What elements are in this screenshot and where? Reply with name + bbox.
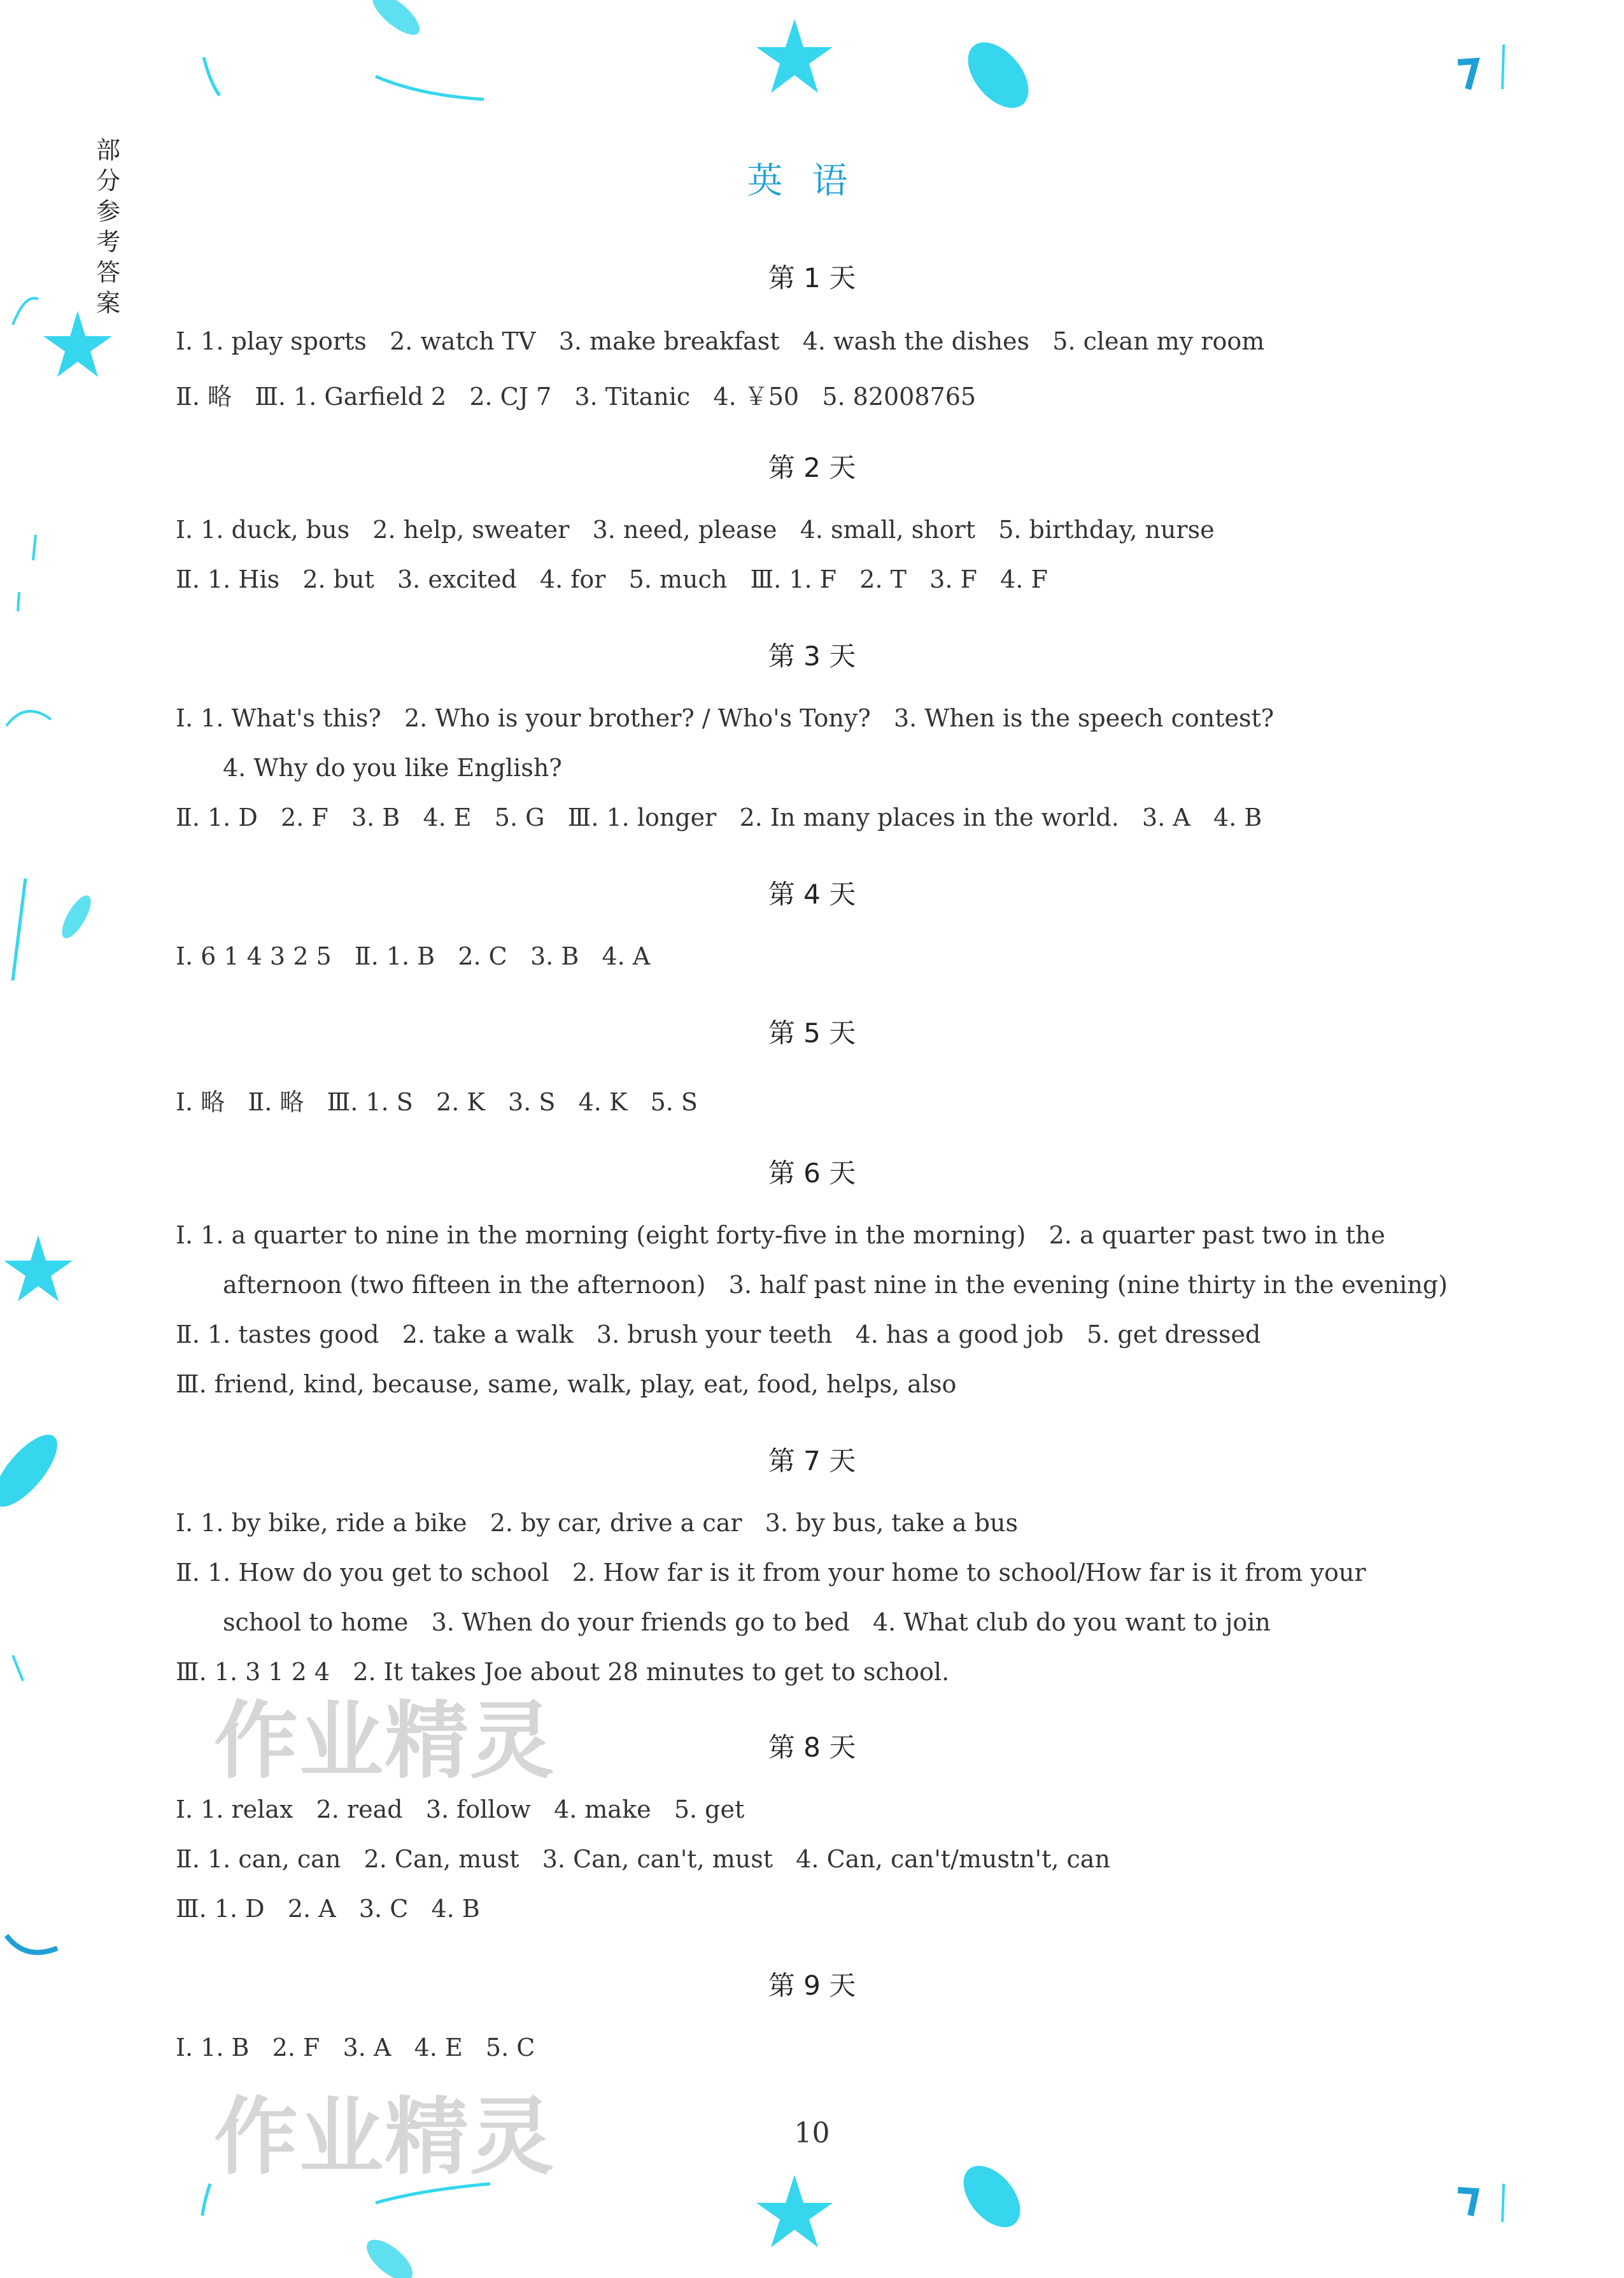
answer-line: Ⅱ. 1. tastes good 2. take a walk 3. brush your teeth 4. has a good job 5. get dressed [176, 1320, 1261, 1348]
leaf-icon [952, 2158, 1031, 2238]
answer-line: Ⅲ. 1. 3 1 2 4 2. It takes Joe about 28 minutes to get to school. [176, 1658, 950, 1686]
star-icon [43, 311, 112, 377]
day-heading: 第 6 天 [768, 1157, 856, 1189]
answer-line: Ⅰ. 1. What's this? 2. Who is your brother? / Who's Tony? 3. When is the speech contest? [176, 704, 1274, 732]
day-heading: 第 5 天 [768, 1017, 856, 1049]
answer-line: Ⅲ. 1. D 2. A 3. C 4. B [176, 1895, 480, 1923]
leaf-icon [956, 31, 1040, 119]
leaf-icon [360, 2232, 419, 2278]
answer-line: Ⅰ. 1. duck, bus 2. help, sweater 3. need, please 4. small, short 5. birthday, nurse [176, 516, 1215, 544]
answer-line: Ⅱ. 1. How do you get to school 2. How far is it from your home to school/How far is it from your [176, 1559, 1366, 1587]
answer-line: Ⅰ. 6 1 4 3 2 5 Ⅱ. 1. B 2. C 3. B 4. A [176, 942, 651, 970]
answer-line: Ⅲ. friend, kind, because, same, walk, play, eat, food, helps, also [176, 1370, 957, 1398]
answer-line: Ⅰ. 略 Ⅱ. 略 Ⅲ. 1. S 2. K 3. S 4. K 5. S [176, 1088, 698, 1116]
answer-line: afternoon (two fifteen in the afternoon) 3. half past nine in the evening (nine thirty in the evening) [223, 1271, 1448, 1299]
day-heading: 第 9 天 [768, 1970, 856, 2001]
answer-line: 4. Why do you like English? [223, 754, 562, 782]
subject-title: 英语 [747, 160, 877, 202]
side-label: 部分参考答案 [95, 136, 120, 317]
answer-line: Ⅱ. 1. D 2. F 3. B 4. E 5. G Ⅲ. 1. longer 2. In many places in the world. 3. A 4. B [176, 803, 1262, 831]
leaf-icon [366, 0, 426, 41]
answer-line: Ⅰ. 1. relax 2. read 3. follow 4. make 5. get [176, 1795, 745, 1823]
star-icon [756, 2175, 833, 2247]
answer-line: Ⅱ. 略 Ⅲ. 1. Garfield 2 2. CJ 7 3. Titanic 4. ￥50 5. 82008765 [176, 383, 977, 411]
top-decoration [0, 0, 1624, 140]
day-heading: 第 4 天 [768, 879, 856, 910]
watermark: 作业精灵 [214, 1692, 555, 1790]
day-heading: 第 2 天 [768, 452, 856, 483]
answer-line: Ⅰ. 1. a quarter to nine in the morning (eight forty-five in the morning) 2. a quarter past two in the [176, 1221, 1385, 1249]
day-heading: 第 8 天 [768, 1732, 856, 1763]
answer-line: Ⅱ. 1. can, can 2. Can, must 3. Can, can't, must 4. Can, can't/mustn't, can [176, 1845, 1110, 1873]
watermark: 作业精灵 [214, 2088, 555, 2186]
day-heading: 第 1 天 [768, 262, 856, 294]
answer-line: school to home 3. When do your friends go to bed 4. What club do you want to join [223, 1608, 1271, 1636]
answer-line: Ⅰ. 1. B 2. F 3. A 4. E 5. C [176, 2034, 535, 2062]
star-icon [4, 1235, 73, 1301]
day-heading: 第 7 天 [768, 1445, 856, 1476]
page-number: 10 [794, 2117, 830, 2149]
answer-line: Ⅰ. 1. play sports 2. watch TV 3. make breakfast 4. wash the dishes 5. clean my room [176, 327, 1265, 355]
answer-line: Ⅱ. 1. His 2. but 3. excited 4. for 5. much Ⅲ. 1. F 2. T 3. F 4. F [176, 565, 1048, 593]
star-icon [756, 19, 833, 93]
answer-line: Ⅰ. 1. by bike, ride a bike 2. by car, drive a car 3. by bus, take a bus [176, 1509, 1018, 1537]
day-heading: 第 3 天 [768, 640, 856, 672]
